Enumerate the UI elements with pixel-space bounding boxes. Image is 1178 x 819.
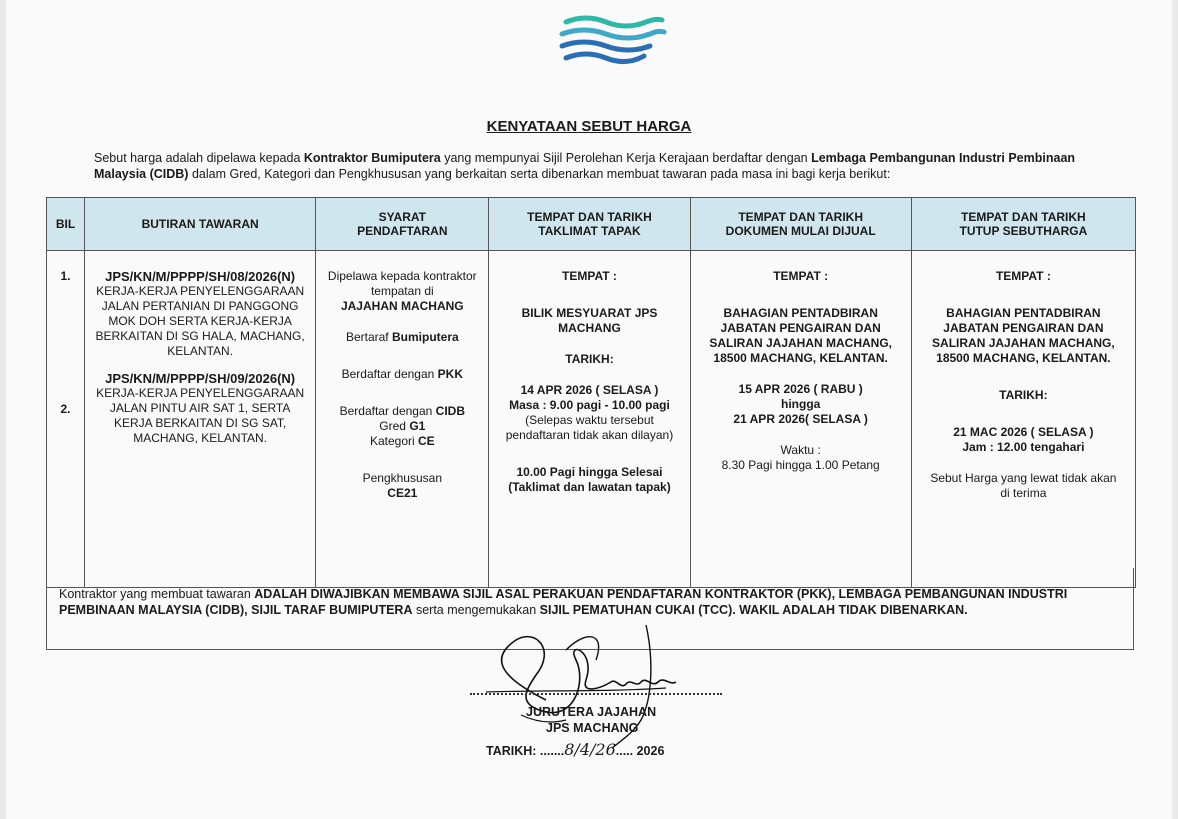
jps-logo-waves-icon	[558, 12, 668, 72]
butiran-cell	[85, 251, 316, 588]
syarat-bertaraf: Bertaraf Bumiputera	[345, 330, 459, 344]
taklimat-nota: (Selepas waktu tersebut pendaftaran tidak akan dilayan)	[505, 413, 674, 442]
taklimat-masa: Masa : 9.00 pagi - 10.00 pagi	[509, 398, 670, 412]
tutup-jam: Jam : 12.00 tengahari	[962, 440, 1085, 454]
table-header-row	[47, 198, 1136, 251]
taklimat-sesi: 10.00 Pagi hingga Selesai	[516, 465, 663, 479]
dokumen-tarikh-akhir: 21 APR 2026( SELASA )	[733, 412, 868, 426]
signatory-office: JPS MACHANG	[546, 721, 639, 735]
dokumen-tempat-label: TEMPAT :	[773, 269, 829, 283]
taklimat-sesi-nota: (Taklimat dan lawatan tapak)	[508, 480, 671, 494]
syarat-pengkhususan-value: CE21	[387, 486, 418, 500]
taklimat-tempat-label: TEMPAT :	[562, 269, 617, 283]
dokumen-tarikh-mula: 15 APR 2026 ( RABU )	[738, 382, 863, 396]
signature-date: TARIKH: .......8/4/26..... 2026	[486, 740, 665, 759]
item-number: 1.	[60, 269, 71, 283]
footer-notice: Kontraktor yang membuat tawaran ADALAH DIWAJIBKAN MEMBAWA SIJIL ASAL PERAKUAN PENDAFTARAN KONTRAKTOR (PKK), LEMBAGA PEMBANGUNAN INDUSTRI PEMBINAAN MALAYSIA (CIDB), SIJIL TARAF BUMIPUTERA serta mengemukakan SIJIL PEMATUHAN CUKAI (TCC). WAKIL ADALAH TIDAK DIBENARKAN.	[46, 568, 1134, 650]
table-row	[47, 251, 1136, 588]
header-syarat: SYARAT PENDAFTARAN	[316, 198, 489, 251]
header-dokumen: TEMPAT DAN TARIKH DOKUMEN MULAI DIJUAL	[690, 198, 911, 251]
syarat-pengkhususan-label: Pengkhususan	[362, 471, 443, 485]
signature-line	[470, 693, 722, 695]
tutup-nota: Sebut Harga yang lewat tidak akan di terima	[930, 471, 1117, 500]
dokumen-cell	[690, 251, 911, 588]
item-description: KERJA-KERJA PENYELENGGARAAN JALAN PERTANIAN DI PANGGONG MOK DOH SERTA KERJA-KERJA BERKAITAN DI SG HALA, MACHANG, KELANTAN.	[95, 284, 305, 358]
dokumen-hingga: hingga	[781, 397, 821, 411]
document-page	[6, 0, 1172, 819]
item-number: 2.	[60, 402, 71, 416]
syarat-kategori: Kategori CE	[369, 434, 435, 448]
intro-paragraph: Sebut harga adalah dipelawa kepada Kontraktor Bumiputera yang mempunyai Sijil Perolehan Kerja Kerajaan berdaftar dengan Lembaga Pembangunan Industri Pembinaan Malaysia (CIDB) dalam Gred, Kategori dan Pengkhususan yang berkaitan serta dibenarkan membuat tawaran pada masa ini bagi kerja berikut:	[94, 151, 1076, 181]
syarat-gred: Gred G1	[379, 419, 426, 433]
bil-cell	[47, 251, 85, 588]
dokumen-tempat: BAHAGIAN PENTADBIRAN JABATAN PENGAIRAN DAN SALIRAN JAJAHAN MACHANG, 18500 MACHANG, KELANTAN.	[709, 306, 892, 365]
dokumen-waktu-label: Waktu :	[780, 443, 821, 457]
tutup-tarikh: 21 MAC 2026 ( SELASA )	[953, 425, 1094, 439]
header-tutup: TEMPAT DAN TARIKH TUTUP SEBUTHARGA	[911, 198, 1135, 251]
syarat-lokasi: JAJAHAN MACHANG	[340, 299, 464, 313]
document-title: KENYATAAN SEBUT HARGA	[486, 118, 692, 135]
header-butiran: BUTIRAN TAWARAN	[85, 198, 316, 251]
tutup-tempat: BAHAGIAN PENTADBIRAN JABATAN PENGAIRAN DAN SALIRAN JAJAHAN MACHANG, 18500 MACHANG, KELANTAN.	[932, 306, 1115, 365]
tutup-cell	[911, 251, 1135, 588]
header-taklimat: TEMPAT DAN TARIKH TAKLIMAT TAPAK	[489, 198, 690, 251]
item-code: JPS/KN/M/PPPP/SH/09/2026(N)	[105, 371, 296, 386]
tutup-tarikh-label: TARIKH:	[999, 388, 1048, 402]
header-bil: BIL	[47, 198, 85, 251]
syarat-dipelawa: Dipelawa kepada kontraktor tempatan di	[327, 269, 477, 298]
syarat-cell	[316, 251, 489, 588]
item-description: KERJA-KERJA PENYELENGGARAAN JALAN PINTU AIR SAT 1, SERTA KERJA BERKAITAN DI SG SAT, MACHANG, KELANTAN.	[96, 386, 305, 445]
taklimat-tarikh-label: TARIKH:	[565, 352, 614, 366]
taklimat-cell	[489, 251, 690, 588]
dokumen-waktu: 8.30 Pagi hingga 1.00 Petang	[721, 458, 880, 472]
taklimat-tempat: BILIK MESYUARAT JPS MACHANG	[521, 306, 658, 335]
item-code: JPS/KN/M/PPPP/SH/08/2026(N)	[105, 269, 296, 284]
tender-table	[46, 197, 1136, 588]
syarat-pkk: Berdaftar dengan PKK	[341, 367, 464, 381]
tutup-tempat-label: TEMPAT :	[995, 269, 1051, 283]
syarat-cidb: Berdaftar dengan CIDB	[339, 404, 466, 418]
signatory-title: JURUTERA JAJAHAN	[526, 705, 657, 719]
handwritten-date: 8/4/26	[564, 740, 616, 759]
taklimat-tarikh: 14 APR 2026 ( SELASA )	[520, 383, 659, 397]
